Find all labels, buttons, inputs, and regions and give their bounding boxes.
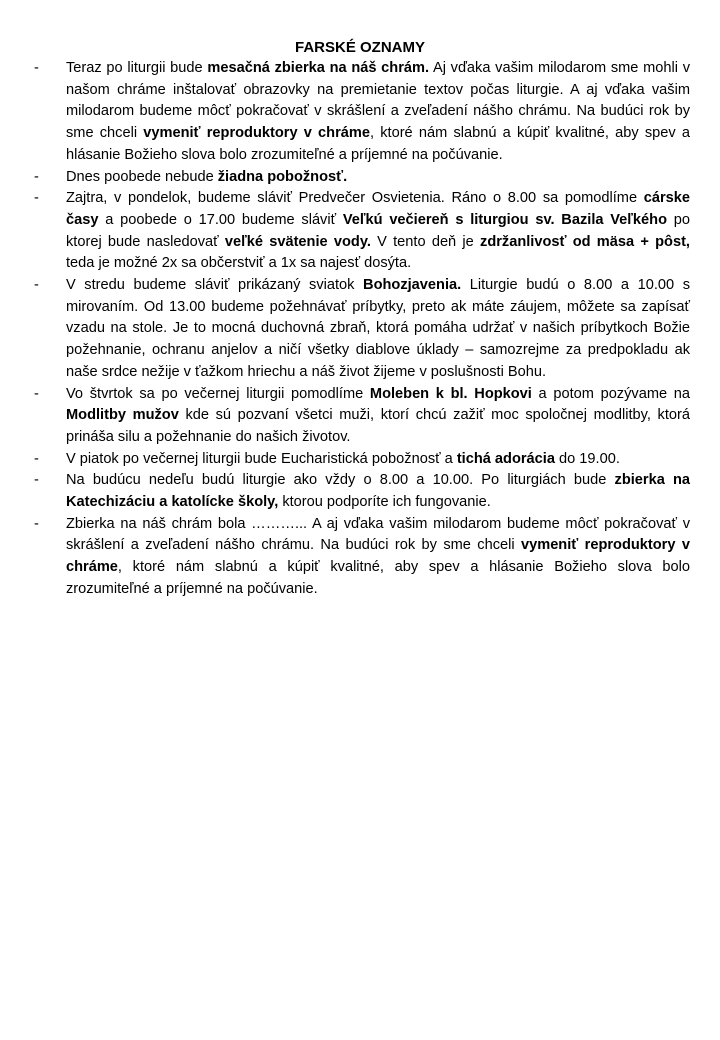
- announcement-item: [34, 275, 690, 384]
- announcement-text: Dnes poobede nebude: [66, 168, 218, 185]
- emphasized-text: Veľkú večiereň s liturgiou sv. Bazila Veľkého: [342, 211, 667, 228]
- announcement-item: [34, 167, 690, 189]
- announcement-item: [34, 188, 690, 275]
- emphasized-text: Modlitby mužov: [66, 407, 179, 424]
- announcement-item: [34, 384, 690, 449]
- announcement-text: V piatok po večernej liturgii bude Eucharistická pobožnosť a: [66, 450, 457, 467]
- bullet-dash: -: [34, 472, 39, 489]
- emphasized-text: zdržanlivosť od mäsa + pôst,: [480, 233, 690, 250]
- announcement-text: , ktoré nám slabnú a kúpiť kvalitné, aby spev a hlásanie Božieho slova bolo zrozumiteľné a príjemné na počúvanie.: [66, 125, 690, 163]
- announcement-item: [34, 58, 690, 167]
- announcement-text: a potom pozývame na: [531, 385, 691, 402]
- announcement-text: a poobede o 17.00 budeme sláviť: [98, 211, 343, 228]
- emphasized-text: cárske časy: [66, 190, 690, 228]
- announcement-text: V stredu budeme sláviť prikázaný sviatok: [66, 277, 364, 294]
- announcement-text: ktorou podporíte ich fungovanie.: [278, 494, 491, 511]
- emphasized-text: žiadna pobožnosť.: [217, 168, 348, 185]
- page-title: FARSKÉ OZNAMY: [294, 39, 425, 56]
- announcement-text: Teraz po liturgii bude: [66, 60, 208, 76]
- emphasized-text: veľké svätenie vody.: [224, 233, 371, 250]
- bullet-dash: -: [34, 385, 39, 402]
- announcement-text: Aj vďaka vašim milodarom sme mohli v našom chráme inštalovať obrazovky na premietanie textov počas liturgie. A aj vďaka vašim milodarom budeme môcť pokračovať v skrášlení a zveľadení nášho chrámu. Na budúci rok by sme chceli: [66, 60, 691, 142]
- emphasized-text: zbierka na Katechizáciu a katolícke školy,: [66, 472, 690, 511]
- bullet-dash: -: [34, 60, 39, 76]
- announcement-text: , ktoré nám slabnú a kúpiť kvalitné, aby spev a hlásanie Božieho slova bolo zrozumiteľné a príjemné na počúvanie.: [66, 559, 690, 597]
- announcement-text: Zajtra, v pondelok, budeme sláviť Predvečer Osvietenia. Ráno o 8.00 sa pomodlíme: [66, 190, 644, 207]
- announcement-item: [34, 470, 690, 513]
- announcement-text: teda je možné 2x sa občerstviť a 1x sa najesť dosýta.: [66, 255, 412, 272]
- announcement-item: [34, 449, 690, 471]
- emphasized-text: Moleben k bl. Hopkovi: [369, 385, 532, 402]
- announcement-text: kde sú pozvaní všetci muži, ktorí chcú zažiť moc spoločnej modlitby, ktorá prináša silu a požehnanie do našich životov.: [66, 407, 690, 445]
- announcement-text: V tento deň je: [370, 233, 481, 250]
- announcement-text: Vo štvrtok sa po večernej liturgii pomodlíme: [66, 385, 370, 402]
- emphasized-text: Bohozjavenia.: [363, 277, 462, 294]
- announcement-text: do 19.00.: [554, 450, 620, 467]
- bullet-dash: -: [34, 450, 39, 467]
- emphasized-text: vymeniť reproduktory v chráme: [143, 125, 370, 142]
- announcement-item: [34, 514, 690, 601]
- announcement-text: Zbierka na náš chrám bola ………... A aj vďaka vašim milodarom budeme môcť pokračovať v skrášlení a zveľadení nášho chrámu. Na budúci rok by sme chceli: [66, 515, 690, 554]
- announcement-text: po ktorej bude nasledovať: [66, 211, 691, 250]
- emphasized-text: vymeniť reproduktory v chráme: [66, 537, 690, 576]
- bullet-dash: -: [34, 168, 39, 185]
- bullet-dash: -: [34, 190, 39, 207]
- bullet-dash: -: [34, 277, 39, 294]
- announcement-list: [34, 58, 690, 601]
- emphasized-text: tichá adorácia: [456, 450, 555, 467]
- announcement-text: Na budúcu nedeľu budú liturgie ako vždy o 8.00 a 10.00. Po liturgiách bude: [66, 472, 615, 489]
- announcement-text: Liturgie budú o 8.00 a 10.00 s mirovaním. Od 13.00 budeme požehnávať príbytky, preto ak máte záujem, môžete sa zapísať vzadu na stole. Je to mocná duchovná zbraň, ktorá pomáha udržať v našich príbytkoch Božie požehnanie, ochranu anjelov a ničí všetky diablove úklady – samozrejme za predpokladu ak naše srdce nežije v ťažkom hriechu a náš život žijeme v poslušnosti Bohu.: [66, 277, 690, 380]
- bullet-dash: -: [34, 515, 39, 532]
- emphasized-text: mesačná zbierka na náš chrám.: [207, 60, 430, 76]
